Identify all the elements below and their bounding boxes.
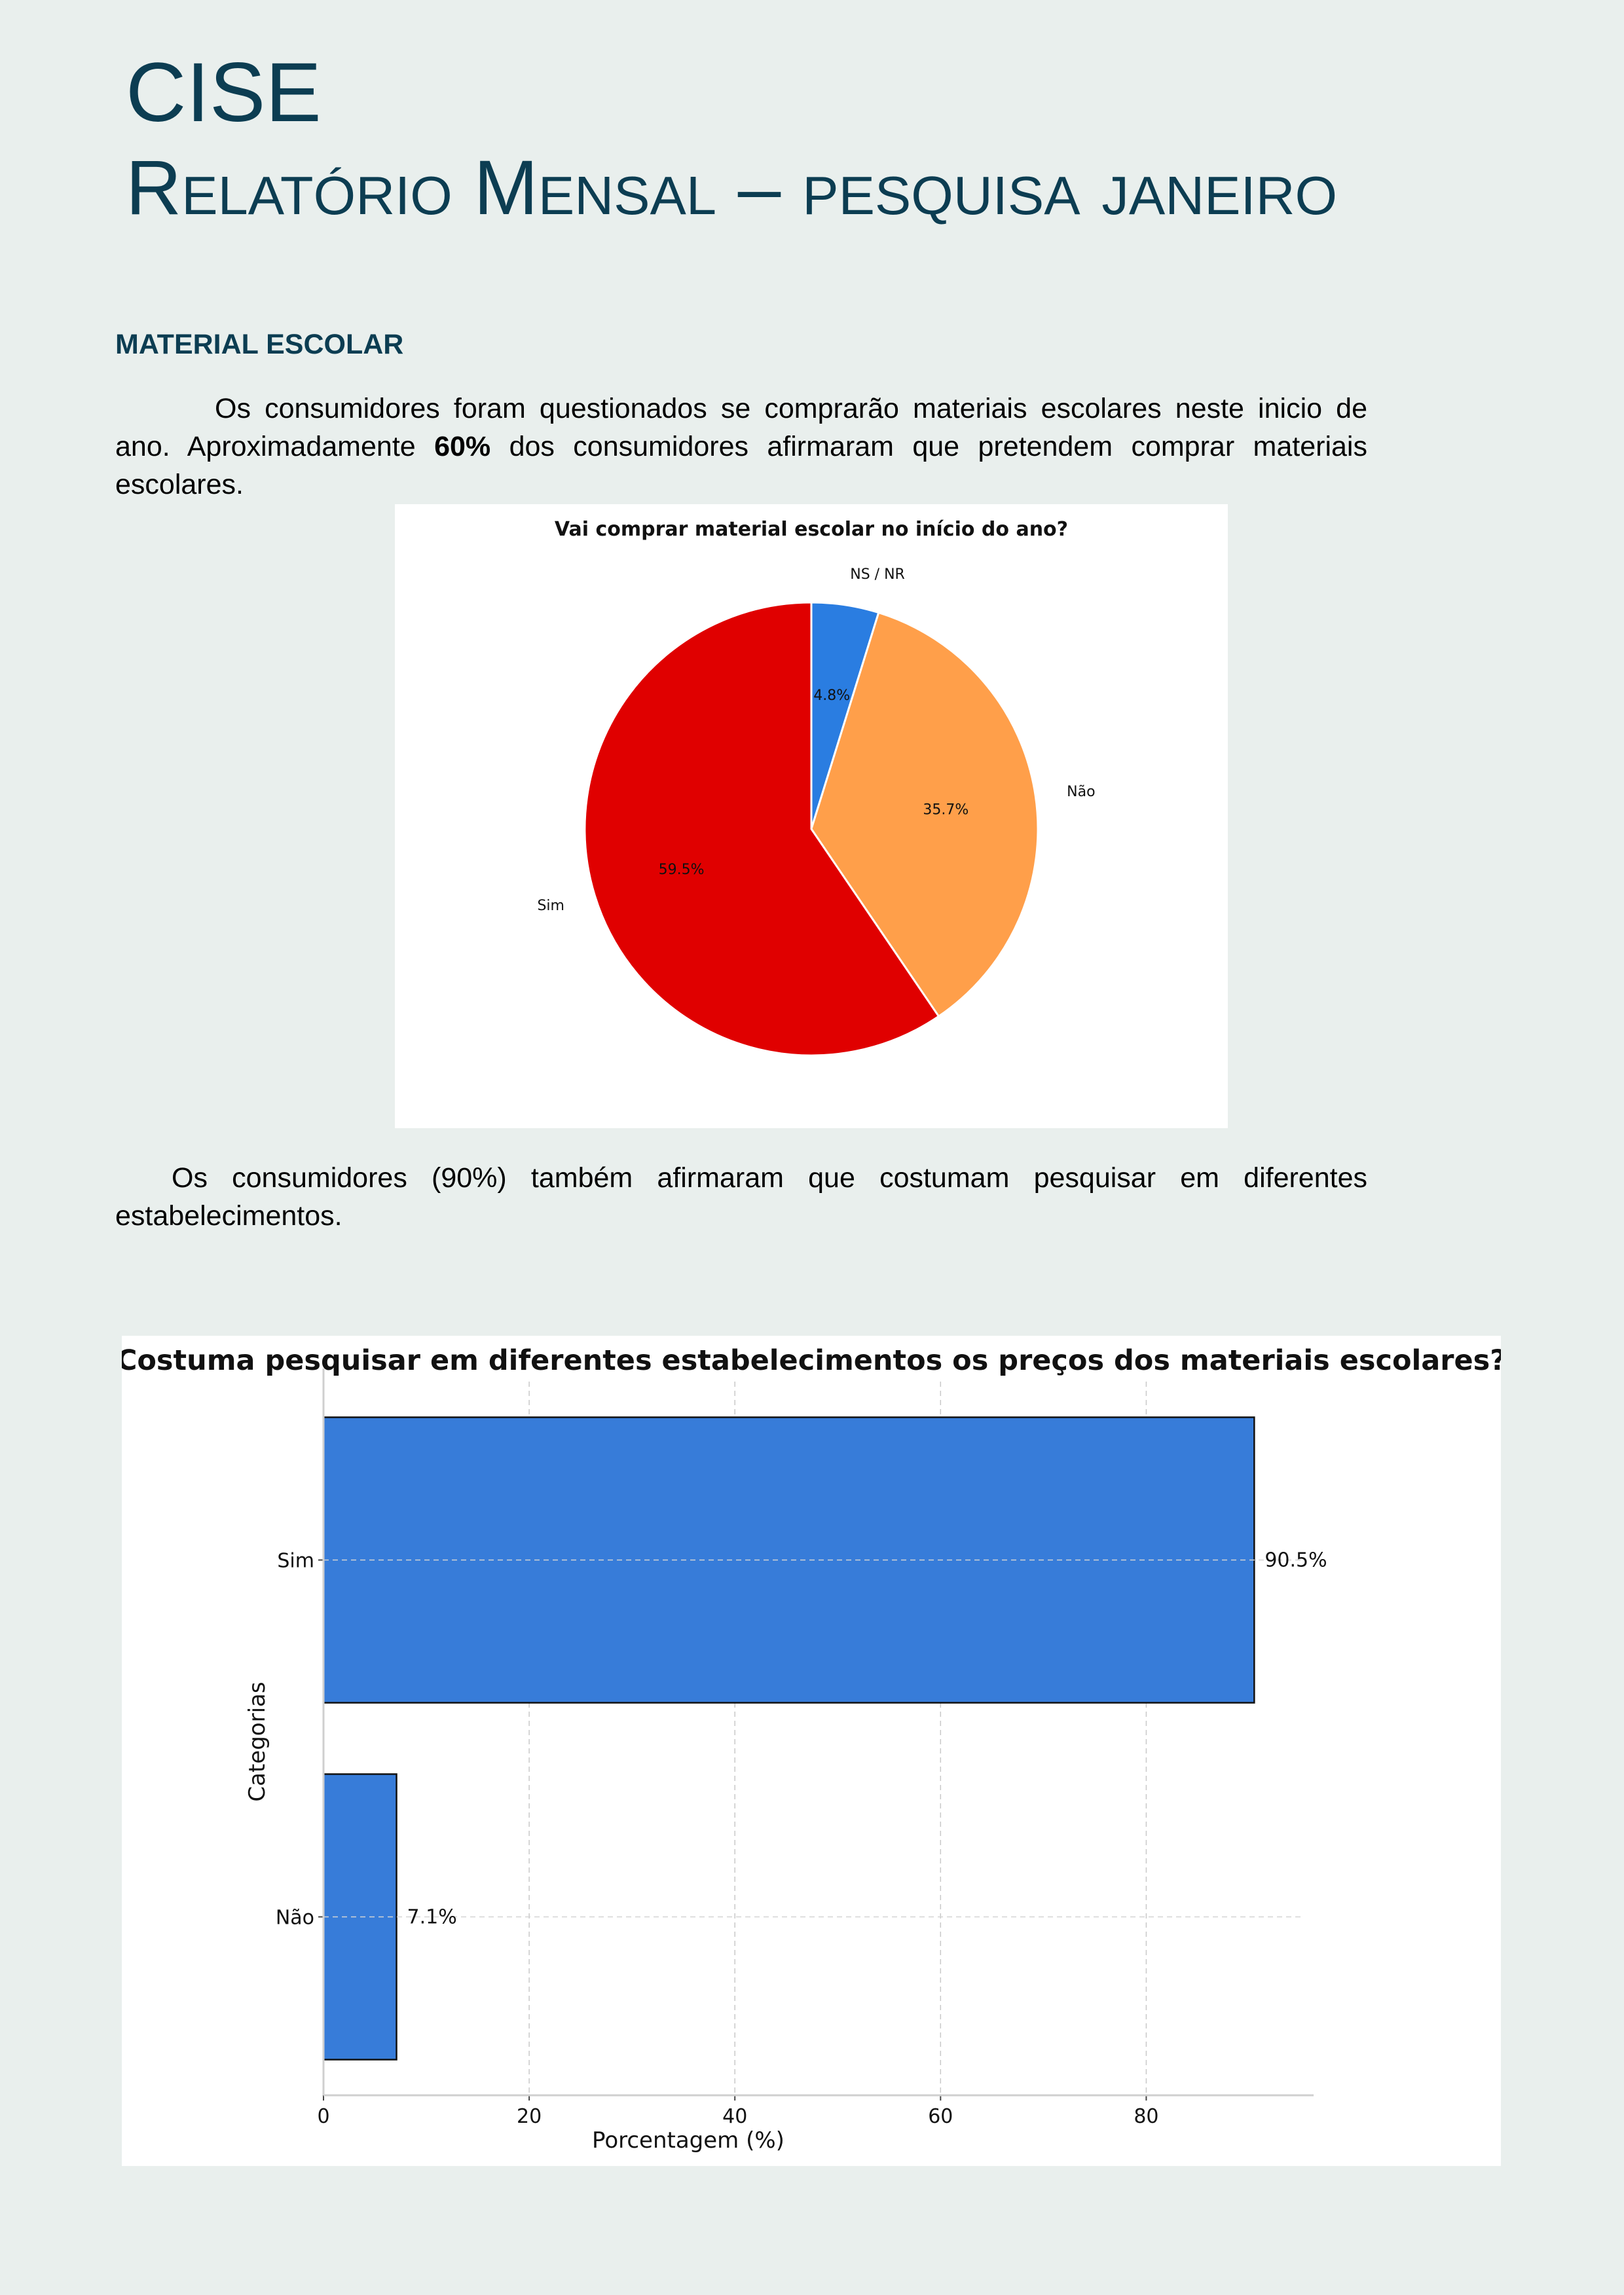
bar-x-axis-label: Porcentagem (%) bbox=[592, 2127, 784, 2154]
bar-chart-title: Costuma pesquisar em diferentes estabelecimentos os preços dos materiais escolares? bbox=[122, 1344, 1501, 1377]
second-paragraph bbox=[115, 1159, 1367, 1235]
bar-x-tick-label: 0 bbox=[317, 2105, 330, 2128]
intro-text-start: Os consumidores foram questionados se comprarão materiais escolares neste inicio de ano. Aproximadamente bbox=[115, 393, 1367, 462]
bar-chart bbox=[122, 1336, 1501, 2166]
bar-x-tick-label: 20 bbox=[517, 2105, 542, 2128]
bar-x-tick-label: 60 bbox=[928, 2105, 953, 2128]
intro-highlight: 60% bbox=[434, 431, 491, 462]
pie-category-label-n-o: Não bbox=[1067, 783, 1096, 800]
pie-pct-label-ns-nr: 4.8% bbox=[813, 687, 851, 704]
bar-value-label-sim: 90.5% bbox=[1264, 1549, 1327, 1572]
second-paragraph-text: Os consumidores (90%) também afirmaram que costumam pesquisar em diferentes estabelecimentos. bbox=[115, 1162, 1367, 1232]
pie-pct-label-sim: 59.5% bbox=[658, 862, 705, 879]
pie-chart-container bbox=[395, 504, 1228, 1128]
pie-category-label-sim: Sim bbox=[537, 897, 564, 914]
intro-paragraph bbox=[115, 390, 1367, 504]
bar-x-tick-label: 40 bbox=[722, 2105, 748, 2128]
bar-category-label-n-o: Não bbox=[275, 1906, 314, 1930]
bar-y-axis-label: Categorias bbox=[244, 1681, 270, 1802]
pie-chart-title: Vai comprar material escolar no início do ano? bbox=[554, 518, 1069, 541]
bar-x-tick-label: 80 bbox=[1134, 2105, 1159, 2128]
pie-category-label-ns-nr: NS / NR bbox=[850, 566, 905, 583]
bar-category-label-sim: Sim bbox=[277, 1549, 314, 1573]
bar-value-label-n-o: 7.1% bbox=[407, 1905, 457, 1929]
report-title: CISE bbox=[126, 46, 322, 139]
pie-pct-label-n-o: 35.7% bbox=[923, 801, 969, 818]
intro-text-end: dos consumidores afirmaram que pretendem comprar materiais escolares. bbox=[115, 431, 1367, 500]
report-subtitle: Relatório Mensal – pesquisa janeiro bbox=[126, 145, 1338, 231]
pie-chart bbox=[395, 504, 1228, 1128]
section-heading: MATERIAL ESCOLAR bbox=[115, 329, 404, 360]
bar-chart-container bbox=[122, 1336, 1501, 2166]
